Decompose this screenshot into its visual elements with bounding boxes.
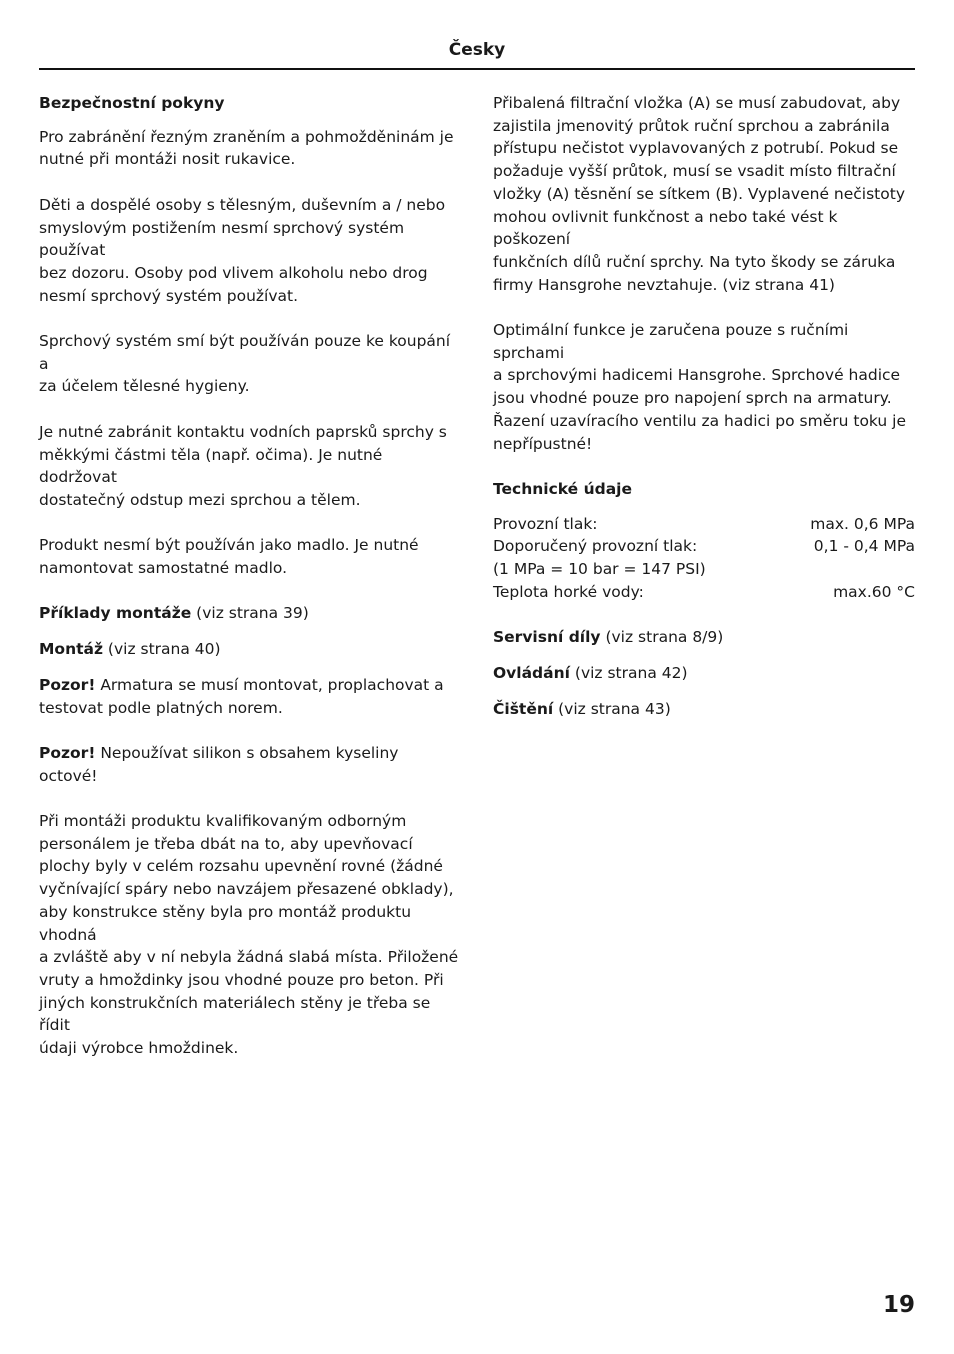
spec-label: (1 MPa = 10 bar = 147 PSI): [493, 560, 706, 579]
spec-row: [493, 513, 915, 536]
service-parts-ref: (viz strana 8/9): [600, 628, 724, 647]
operation-line: [493, 662, 915, 685]
warning-norms: [39, 674, 459, 719]
spec-label: Provozní tlak:: [493, 514, 598, 533]
safety-paragraph-supervision: Děti a dospělé osoby s tělesným, duševním a / nebo smyslovým postižením nesmí sprchový systém používat bez dozoru. Osoby pod vlivem alkoholu nebo drog nesmí sprchový systém používat.: [39, 195, 446, 305]
service-parts-label: Servisní díly: [493, 628, 601, 647]
function-paragraph: Optimální funkce je zaručena pouze s ručními sprchami a sprchovými hadicemi Hansgrohe. Sprchové hadice jsou vhodné pouze pro napojení sprch na armatury. Řazení uzavíracího ventilu za hadici po směru toku je nepřípustné!: [493, 321, 907, 453]
spec-label: Teplota horké vody:: [493, 582, 644, 601]
safety-paragraph-handle: Produkt nesmí být používán jako madlo. Je nutné namontovat samostatné madlo.: [39, 536, 419, 577]
warning-silicone-text: Nepoužívat silikon s obsahem kyseliny octové!: [39, 743, 399, 785]
spec-row: [493, 581, 915, 604]
spec-value: max. 0,6 MPa: [810, 514, 915, 533]
technical-data-heading: Technické údaje: [493, 479, 633, 498]
mounting-label: Montáž: [39, 640, 103, 659]
spec-label: Doporučený provozní tlak:: [493, 537, 698, 556]
spec-value: max.60 °C: [833, 582, 915, 601]
service-parts-line: [493, 626, 915, 649]
spec-row: [493, 558, 915, 581]
safety-paragraph-gloves: Pro zabránění řezným zraněním a pohmožděninám je nutné při montáži nosit rukavice.: [39, 127, 454, 169]
spec-row: [493, 535, 915, 558]
left-column: [39, 92, 459, 1060]
mounting-line: [39, 638, 459, 661]
safety-paragraph-usage: Sprchový systém smí být používán pouze ke koupání a za účelem tělesné hygieny.: [39, 332, 451, 396]
mounting-paragraph: Při montáži produktu kvalifikovaným odborným personálem je třeba dbát na to, aby upevňovací plochy byly v celém rozsahu upevnění rovné (žádné vyčnívající spáry nebo navzájem přesazené obklady), aby konstrukce stěny byla pro montáž produktu vhodná a zvláště aby v ní nebyla žádná slabá místa. Přiložené vruty a hmoždinky jsou vhodné pouze pro beton. Při jiných konstrukčních materiálech stěny je třeba se řídit údaji výrobce hmoždinek.: [39, 811, 459, 1058]
cleaning-ref: (viz strana 43): [553, 699, 671, 718]
cleaning-line: [493, 698, 915, 721]
right-column: [493, 92, 915, 720]
cleaning-label: Čištění: [493, 699, 554, 718]
spec-value: 0,1 - 0,4 MPa: [813, 537, 915, 556]
specs-table: [493, 513, 915, 604]
operation-ref: (viz strana 42): [569, 663, 688, 682]
mounting-ref: (viz strana 40): [103, 640, 221, 659]
operation-label: Ovládání: [493, 663, 570, 682]
warning-silicone: [39, 742, 459, 787]
warning-label: Pozor!: [39, 743, 96, 762]
language-title: Česky: [448, 40, 506, 60]
mounting-examples-label: Příklady montáže: [39, 604, 192, 623]
page-header: [39, 38, 915, 70]
safety-heading: Bezpečnostní pokyny: [39, 94, 225, 112]
warning-norms-text: Armatura se musí montovat, proplachovat a testovat podle platných norem.: [39, 675, 444, 717]
safety-paragraph-eyes: Je nutné zabránit kontaktu vodních paprsků sprchy s měkkými částmi těla (např. očima). Je nutné dodržovat dostatečný odstup mezi sprchou a tělem.: [39, 422, 447, 509]
page-number: 19: [882, 1292, 915, 1318]
mounting-examples-ref: (viz strana 39): [191, 604, 309, 623]
mounting-examples-line: [39, 602, 459, 625]
filter-paragraph: Přibalená filtrační vložka (A) se musí zabudovat, aby zajistila jmenovitý průtok ruční sprchou a zabránila přístupu nečistot vyplavovaných z potrubí. Pokud se požaduje vyšší průtok, musí se vsadit místo filtrační vložky (A) těsnění se sítkem (B). Vyplavené nečistoty mohou ovlivnit funkčnost a nebo také vést k poškození funkčních dílů ruční sprchy. Na tyto škody se záruka firmy Hansgrohe nevztahuje. (viz strana 41): [493, 94, 905, 294]
warning-label: Pozor!: [39, 675, 96, 694]
